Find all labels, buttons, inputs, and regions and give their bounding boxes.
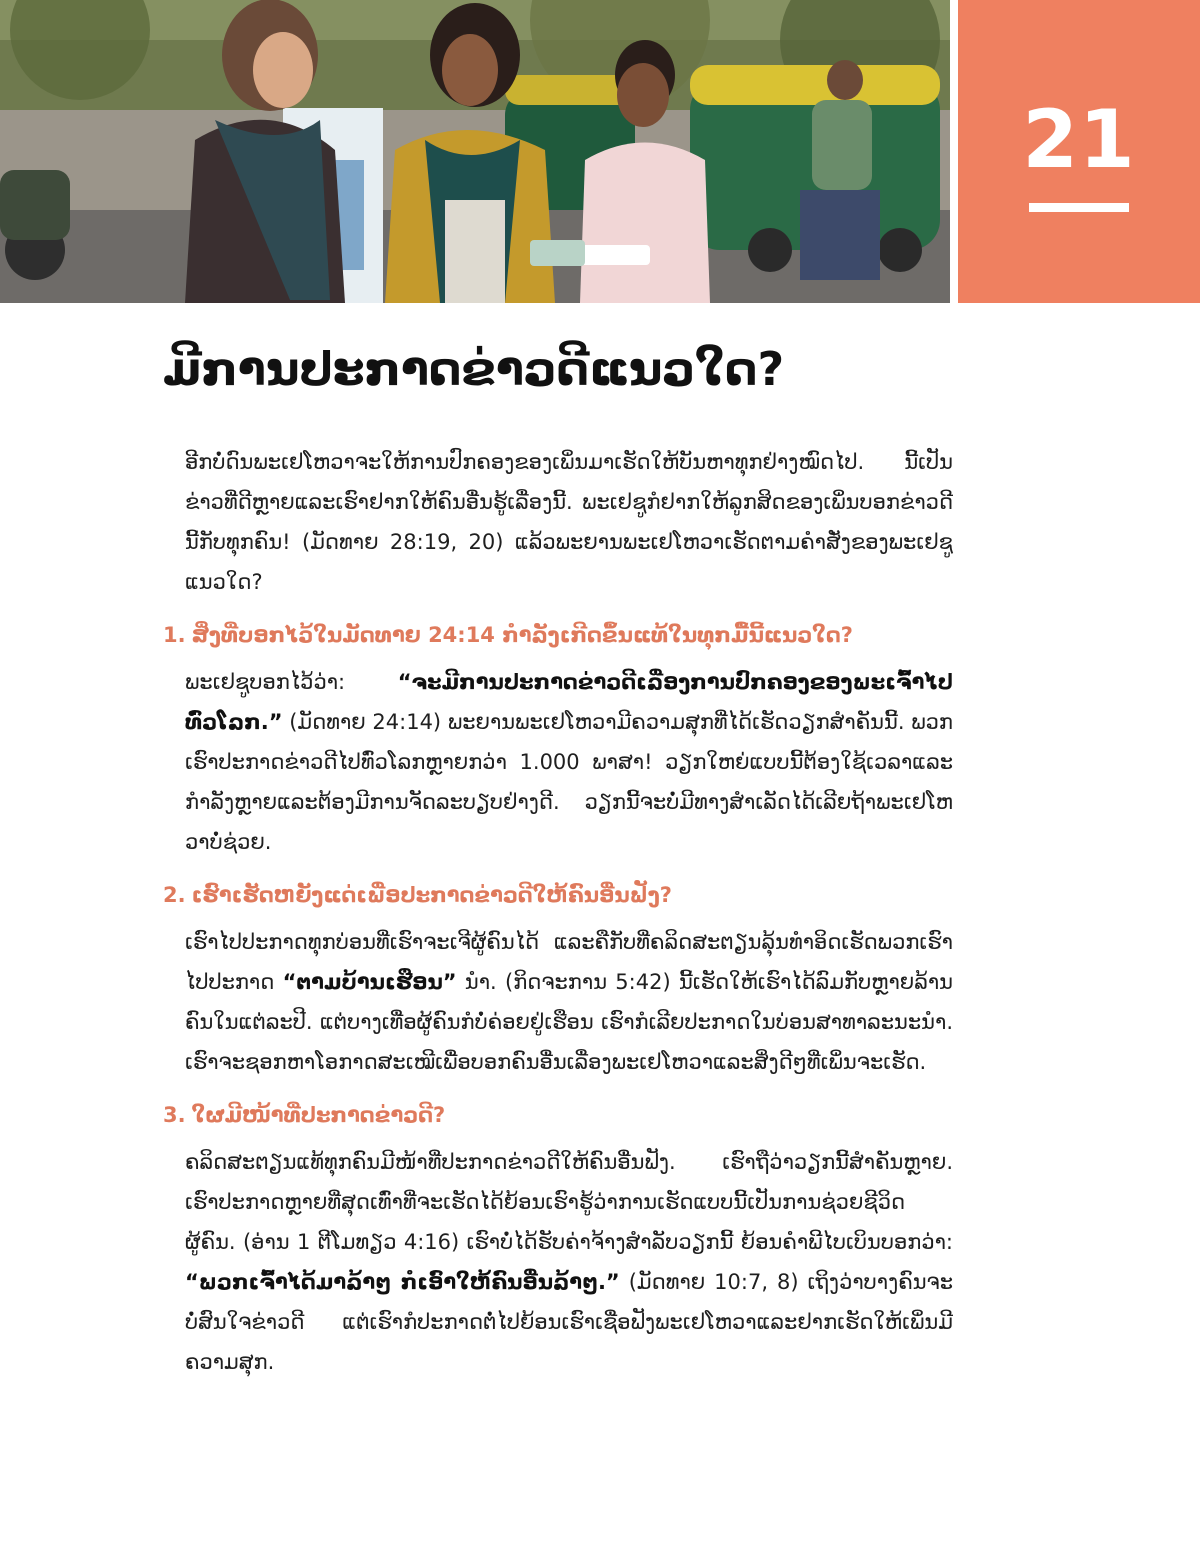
- question-text: ສິ່ງທີ່ບອກໄວ້ໃນມັດທາຍ 24:14 ກຳລັງເກີດຂຶ້ນແທ້ໃນທຸກມື້ນີ້ແນວໃດ?: [191, 623, 853, 647]
- section-paragraph: [185, 662, 953, 862]
- paragraph-text: ພະເຢຊູບອກໄວ້ວ່າ:: [185, 670, 398, 694]
- question-number: 2.: [163, 883, 186, 907]
- question-number: 1.: [163, 623, 186, 647]
- section-paragraph: [185, 1142, 953, 1382]
- lesson-content: [163, 442, 953, 1382]
- chapter-box: [958, 0, 1200, 303]
- intro-paragraph: ອີກບໍ່ດົນພະເຢໂຫວາຈະໃຫ້ການປົກຄອງຂອງເພິ່ນມາເຮັດໃຫ້ບັນຫາທຸກຢ່າງໝົດໄປ. ນີ້ເປັນຂ່າວທີ່ດີຫຼາຍແລະເຮົາຢາກໃຫ້ຄົນອື່ນຮູ້ເລື່ອງນີ້. ພະເຢຊູກໍຢາກໃຫ້ລູກສິດຂອງເພິ່ນບອກຂ່າວດີນີ້ກັບທຸກຄົນ! (ມັດທາຍ 28:19, 20) ແລ້ວພະຍານພະເຢໂຫວາເຮັດຕາມຄຳສັ່ງຂອງພະເຢຊູແນວໃດ?: [185, 450, 953, 594]
- section-question: [163, 616, 953, 654]
- paragraph-text: ນຳ. (ກິດຈະການ 5:42) ນີ້ເຮັດໃຫ້ເຮົາໄດ້ລົມກັບຫຼາຍລ້ານຄົນໃນແຕ່ລະປີ. ແຕ່ບາງເທື່ອຜູ້ຄົນກໍບໍ່ຄ່ອຍຢູ່ເຮືອນ ເຮົາກໍເລີຍປະກາດໃນບ່ອນສາທາລະນະນຳ. ເຮົາຈະຊອກຫາໂອກາດສະເໝີເພື່ອບອກຄົນອື່ນເລື່ອງພະເຢໂຫວາແລະສິ່ງດີໆທີ່ເພິ່ນຈະເຮັດ.: [185, 970, 953, 1074]
- header-photo: [0, 0, 950, 303]
- question-text: ເຮົາເຮັດຫຍັງແດ່ເພື່ອປະກາດຂ່າວດີໃຫ້ຄົນອື່ນຟັງ?: [191, 883, 672, 907]
- paragraph-text: (ມັດທາຍ 10:7, 8) ເຖິງວ່າບາງຄົນຈະບໍ່ສົນໃຈຂ່າວດີ ແຕ່ເຮົາກໍປະກາດຕໍ່ໄປຍ້ອນເຮົາເຊື່ອຟັງພະເຢໂຫວາແລະຢາກເຮັດໃຫ້ເພິ່ນມີຄວາມສຸກ.: [185, 1270, 953, 1374]
- paragraph-text: ຄລິດສະຕຽນແທ້ທຸກຄົນມີໜ້າທີ່ປະກາດຂ່າວດີໃຫ້ຄົນອື່ນຟັງ. ເຮົາຖືວ່າວຽກນີ້ສຳຄັນຫຼາຍ. ເຮົາປະກາດຫຼາຍທີ່ສຸດເທົ່າທີ່ຈະເຮັດໄດ້ຍ້ອນເຮົາຮູ້ວ່າການເຮັດແບບນີ້ເປັນການຊ່ວຍຊີວິດຜູ້ຄົນ. (ອ່ານ 1 ຕີໂມທຽວ 4:16) ເຮົາບໍ່ໄດ້ຮັບຄ່າຈ້າງສຳລັບວຽກນີ້ ຍ້ອນຄຳພີໄບເບິນບອກວ່າ:: [185, 1150, 953, 1254]
- paragraph-text: (ມັດທາຍ 24:14) ພະຍານພະເຢໂຫວາມີຄວາມສຸກທີ່ໄດ້ເຮັດວຽກສຳຄັນນີ້. ພວກເຮົາປະກາດຂ່າວດີໄປທົ່ວໂລກຫຼາຍກວ່າ 1.000 ພາສາ! ວຽກໃຫຍ່ແບບນີ້ຕ້ອງໃຊ້ເວລາແລະກຳລັງຫຼາຍແລະຕ້ອງມີການຈັດລະບຽບຢ່າງດີ. ວຽກນີ້ຈະບໍ່ມີທາງສຳເລັດໄດ້ເລີຍຖ້າພະເຢໂຫວາບໍ່ຊ່ວຍ.: [185, 710, 953, 854]
- street-scene-illustration: [0, 0, 950, 303]
- question-text: ໃຜມີໜ້າທີ່ປະກາດຂ່າວດີ?: [191, 1103, 446, 1127]
- scripture-quote: “ພວກເຈົ້າໄດ້ມາລ້າໆ ກໍເອົາໃຫ້ຄົນອື່ນລ້າໆ.”: [185, 1270, 620, 1294]
- chapter-underline: [1029, 203, 1129, 212]
- paragraph-text: ເຮົາໄປປະກາດທຸກບ່ອນທີ່ເຮົາຈະເຈີຜູ້ຄົນໄດ້ ແລະຄືກັບທີ່ຄລິດສະຕຽນລຸ້ນທຳອິດເຮັດພວກເຮົາໄປປະກາດ: [185, 930, 953, 994]
- scripture-quote: “ຈະມີການປະກາດຂ່າວດີເລື່ອງການປົກຄອງຂອງພະເຈົ້າໄປທົ່ວໂລກ.”: [185, 670, 953, 734]
- page-title: ມີການປະກາດຂ່າວດີແນວໃດ?: [163, 342, 785, 396]
- question-number: 3.: [163, 1103, 186, 1127]
- section-2: [163, 876, 953, 1082]
- section-3: [163, 1096, 953, 1382]
- chapter-number: 21: [1022, 93, 1136, 186]
- scripture-quote: “ຕາມບ້ານເຮືອນ”: [282, 970, 457, 994]
- section-paragraph: [185, 922, 953, 1082]
- section-question: [163, 1096, 953, 1134]
- section-1: [163, 616, 953, 862]
- section-question: [163, 876, 953, 914]
